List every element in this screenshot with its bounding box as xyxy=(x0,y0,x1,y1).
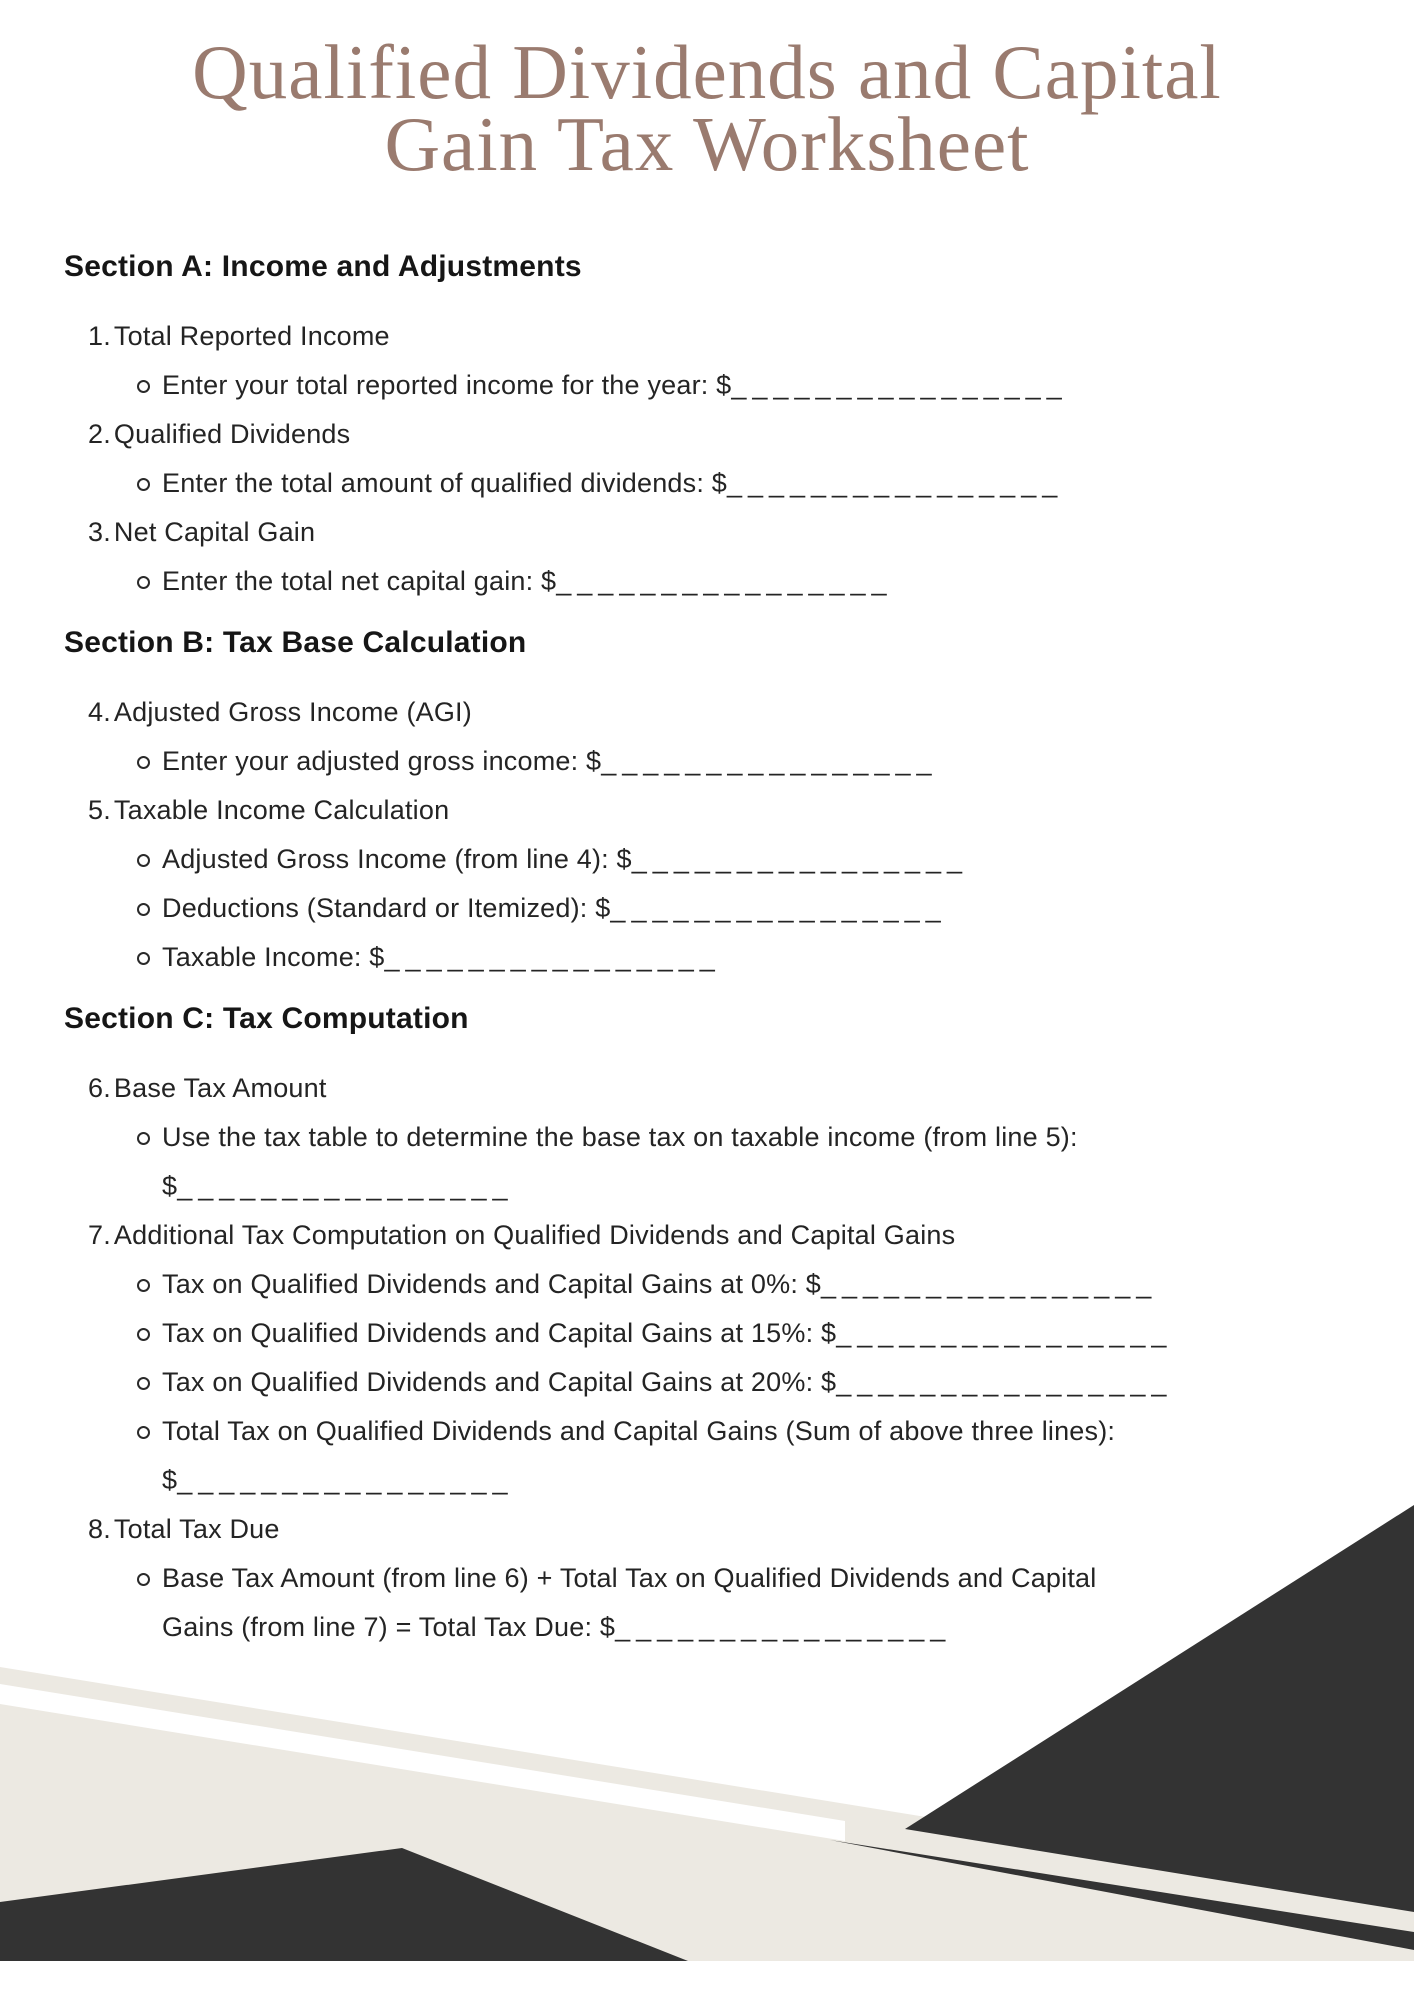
sub-line xyxy=(162,459,1414,508)
sub-line xyxy=(162,933,1414,982)
sub-text: Use the tax table to determine the base tax on taxable income (from line 5): xyxy=(162,1122,1078,1152)
item-title: Net Capital Gain xyxy=(113,517,316,547)
sub-line xyxy=(162,1162,1414,1211)
item-5-sub-1 xyxy=(0,835,1414,884)
sub-text: Tax on Qualified Dividends and Capital Gains at 20%: $ xyxy=(162,1367,837,1397)
bullet-circle-icon xyxy=(137,1377,150,1390)
sub-line xyxy=(162,1603,1414,1652)
item-1-sub xyxy=(0,361,1414,410)
bullet-circle-icon xyxy=(137,1279,150,1292)
item-7-sub-1 xyxy=(0,1260,1414,1309)
item-2-sub xyxy=(0,459,1414,508)
bullet-circle-icon xyxy=(137,478,150,491)
sub-text: Adjusted Gross Income (from line 4): $ xyxy=(162,844,632,874)
fill-in-blank: ________________ xyxy=(615,1612,952,1642)
item-7-sub-2 xyxy=(0,1309,1414,1358)
sub-text: Gains (from line 7) = Total Tax Due: $ xyxy=(162,1612,616,1642)
fill-in-blank: ________________ xyxy=(836,1318,1173,1348)
sub-line xyxy=(162,557,1414,606)
bullet-circle-icon xyxy=(137,1573,150,1586)
item-title: Total Reported Income xyxy=(113,321,390,351)
sub-line xyxy=(162,1554,1414,1603)
fill-in-blank: ________________ xyxy=(610,893,947,923)
sub-line xyxy=(162,1407,1414,1456)
fill-in-blank: ________________ xyxy=(601,746,938,776)
item-number: 2. xyxy=(88,419,111,449)
bullet-circle-icon xyxy=(137,1426,150,1439)
sub-text: Tax on Qualified Dividends and Capital Gains at 0%: $ xyxy=(162,1269,821,1299)
bullet-circle-icon xyxy=(137,903,150,916)
section-a-heading: Section A: Income and Adjustments xyxy=(64,250,582,283)
fill-in-blank: ________________ xyxy=(556,566,893,596)
item-8 xyxy=(0,1505,1414,1554)
sub-line xyxy=(162,884,1414,933)
item-number: 1. xyxy=(88,321,111,351)
sub-text: Enter the total amount of qualified dividends: $ xyxy=(162,468,727,498)
bullet-circle-icon xyxy=(137,952,150,965)
page-title xyxy=(20,29,1394,187)
item-5-sub-3 xyxy=(0,933,1414,982)
page-title-line1: Qualified Dividends and Capital xyxy=(192,29,1222,115)
sub-line xyxy=(162,1113,1414,1162)
item-number: 5. xyxy=(88,795,111,825)
item-number: 3. xyxy=(88,517,111,547)
item-number: 7. xyxy=(88,1220,111,1250)
fill-in-blank: ________________ xyxy=(177,1171,514,1201)
item-title: Base Tax Amount xyxy=(113,1073,327,1103)
bullet-circle-icon xyxy=(137,1132,150,1145)
item-3 xyxy=(0,508,1414,557)
bullet-circle-icon xyxy=(137,1328,150,1341)
item-7-sub-4 xyxy=(0,1407,1414,1505)
bullet-circle-icon xyxy=(137,576,150,589)
sub-text: Enter the total net capital gain: $ xyxy=(162,566,557,596)
sub-text: Enter your adjusted gross income: $ xyxy=(162,746,602,776)
page-title-line2: Gain Tax Worksheet xyxy=(384,101,1030,187)
item-5-sub-2 xyxy=(0,884,1414,933)
bullet-circle-icon xyxy=(137,756,150,769)
sub-text: Base Tax Amount (from line 6) + Total Tax on Qualified Dividends and Capital xyxy=(162,1563,1097,1593)
item-6-sub xyxy=(0,1113,1414,1211)
item-7 xyxy=(0,1211,1414,1260)
item-5 xyxy=(0,786,1414,835)
item-2 xyxy=(0,410,1414,459)
item-title: Taxable Income Calculation xyxy=(113,795,450,825)
item-4-sub xyxy=(0,737,1414,786)
item-title: Additional Tax Computation on Qualified Dividends and Capital Gains xyxy=(113,1220,956,1250)
sub-line xyxy=(162,1260,1414,1309)
bullet-circle-icon xyxy=(137,380,150,393)
section-c-heading: Section C: Tax Computation xyxy=(64,1002,469,1035)
sub-text: Deductions (Standard or Itemized): $ xyxy=(162,893,611,923)
sub-text: Tax on Qualified Dividends and Capital Gains at 15%: $ xyxy=(162,1318,837,1348)
fill-in-blank: ________________ xyxy=(177,1465,514,1495)
sub-line xyxy=(162,361,1414,410)
item-4 xyxy=(0,688,1414,737)
sub-line xyxy=(162,835,1414,884)
sub-line xyxy=(162,1456,1414,1505)
item-6 xyxy=(0,1064,1414,1113)
item-7-sub-3 xyxy=(0,1358,1414,1407)
item-number: 4. xyxy=(88,697,111,727)
sub-text: Enter your total reported income for the year: $ xyxy=(162,370,732,400)
item-title: Adjusted Gross Income (AGI) xyxy=(113,697,472,727)
sub-line xyxy=(162,737,1414,786)
item-8-sub xyxy=(0,1554,1414,1652)
item-number: 6. xyxy=(88,1073,111,1103)
fill-in-blank: ________________ xyxy=(820,1269,1158,1299)
sub-line xyxy=(162,1309,1414,1358)
sub-text: Taxable Income: $ xyxy=(162,942,385,972)
sub-text: $ xyxy=(162,1465,178,1495)
fill-in-blank: ________________ xyxy=(384,942,721,972)
item-1 xyxy=(0,312,1414,361)
sub-text: Total Tax on Qualified Dividends and Capital Gains (Sum of above three lines): xyxy=(162,1416,1116,1446)
sub-line xyxy=(162,1358,1414,1407)
sub-text: $ xyxy=(162,1171,178,1201)
fill-in-blank: ________________ xyxy=(631,844,969,874)
section-b-heading: Section B: Tax Base Calculation xyxy=(64,626,527,659)
bullet-circle-icon xyxy=(137,854,150,867)
item-number: 8. xyxy=(88,1514,111,1544)
fill-in-blank: ________________ xyxy=(726,468,1064,498)
fill-in-blank: ________________ xyxy=(731,370,1068,400)
item-3-sub xyxy=(0,557,1414,606)
fill-in-blank: ________________ xyxy=(836,1367,1173,1397)
item-title: Total Tax Due xyxy=(113,1514,280,1544)
item-title: Qualified Dividends xyxy=(113,419,351,449)
